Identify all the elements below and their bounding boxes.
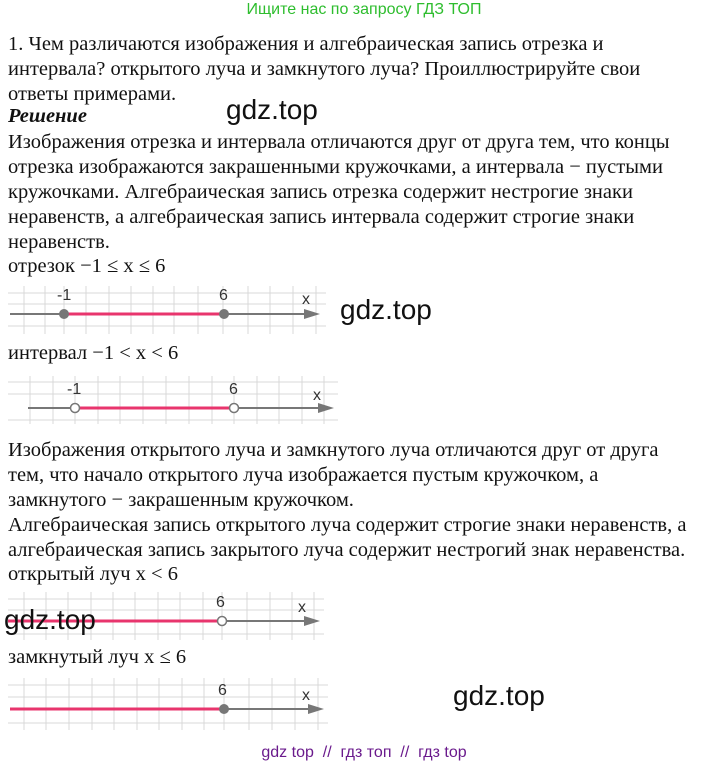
para2-line-4: Алгебраическая запись открытого луча содержит строгие знаки неравенств, а — [8, 514, 687, 536]
footer-links — [0, 744, 728, 762]
watermark: gdz.top — [340, 294, 432, 325]
watermark: gdz.top — [4, 604, 96, 635]
footer-text: gdz top // гдз топ // гдз top — [261, 744, 467, 761]
para2-line-2: тем, что начало открытого луча изображается пустым кружочком, а — [8, 464, 599, 486]
question-line-1: 1. Чем различаются изображения и алгебраическая запись отрезка и — [8, 33, 604, 55]
para1-line-3: кружочками. Алгебраическая запись отрезка содержит нестрогие знаки — [8, 181, 633, 203]
closed-ray-number-line — [8, 676, 330, 732]
tick-label-left: -1 — [57, 287, 72, 304]
para1-line-1: Изображения отрезка и интервала отличаются друг от друга тем, что концы — [8, 131, 670, 153]
tick-label-right: 6 — [219, 287, 228, 304]
watermark: gdz.top — [226, 94, 318, 125]
question-line-3: ответы примерами. — [8, 83, 177, 105]
para2-line-1: Изображения открытого луча и замкнутого луча отличаются друг от друга — [8, 439, 659, 461]
open-point-left — [71, 404, 80, 413]
tick-label-right: 6 — [229, 381, 238, 398]
para2-line-5: алгебраическая запись закрытого луча содержит нестрогий знак неравенства. — [8, 539, 686, 561]
solution-label: Решение — [8, 105, 87, 127]
interval-label: интервал −1 < x < 6 — [8, 342, 179, 364]
tick-label-right: 6 — [216, 594, 225, 611]
segment-number-line — [8, 282, 328, 338]
filled-point-right — [219, 309, 229, 319]
filled-point — [219, 704, 229, 714]
axis-label-x: x — [302, 687, 310, 704]
search-banner: Ищите нас по запросу ГДЗ ТОП — [246, 1, 482, 18]
segment-label: отрезок −1 ≤ x ≤ 6 — [8, 255, 166, 277]
filled-point-left — [59, 309, 69, 319]
closed-ray-label: замкнутый луч x ≤ 6 — [8, 646, 187, 668]
question-line-2: интервала? открытого луча и замкнутого луча? Проиллюстрируйте свои — [8, 58, 641, 80]
interval-number-line — [8, 374, 340, 426]
tick-label-right: 6 — [218, 682, 227, 699]
watermark: gdz.top — [453, 680, 545, 711]
axis-label-x: x — [298, 599, 306, 616]
axis-label-x: x — [302, 291, 310, 308]
open-ray-label: открытый луч x < 6 — [8, 563, 178, 585]
para1-line-2: отрезка изображаются закрашенными кружочками, а интервала − пустыми — [8, 156, 663, 178]
para2-line-3: замкнутого − закрашенным кружочком. — [8, 489, 354, 511]
axis-label-x: x — [313, 387, 321, 404]
open-point-right — [230, 404, 239, 413]
open-point — [218, 617, 227, 626]
para1-line-5: неравенств. — [8, 231, 110, 253]
para1-line-4: неравенств, а алгебраическая запись интервала содержит строгие знаки — [8, 206, 635, 228]
tick-label-left: -1 — [67, 381, 82, 398]
